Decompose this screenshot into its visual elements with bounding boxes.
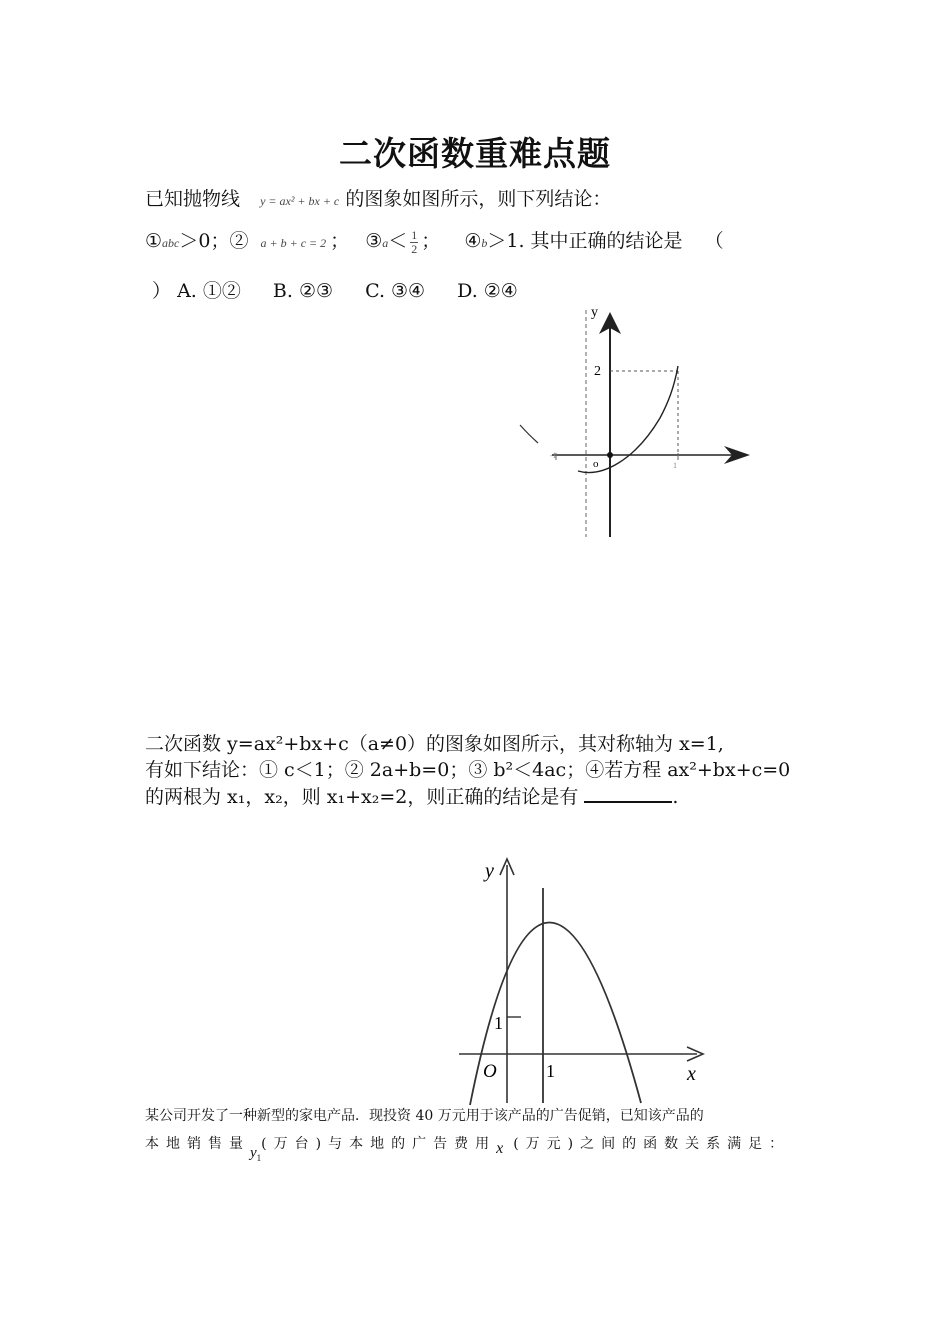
q3-line-2 bbox=[145, 1133, 791, 1163]
q2-line-2: 有如下结论：① c＜1；② 2a+b=0；③ b²＜4ac；④若方程 ax²+bx+c=0 bbox=[145, 759, 791, 781]
q2-origin-label: O bbox=[483, 1061, 497, 1082]
q1-intro-after: 的图象如图所示，则下列结论： bbox=[345, 188, 612, 210]
q2-line-3-text: 的两根为 x₁，x₂，则 x₁+x₂=2，则正确的结论是有 bbox=[145, 786, 585, 808]
q1-c2-expr: a + b + c = 2 bbox=[260, 236, 327, 250]
q1-paren-close: ） bbox=[152, 280, 172, 302]
q1-option-b: B. ②③ bbox=[272, 280, 334, 302]
q3-line-1: 某公司开发了一种新型的家电产品．现投资 40 万元用于该产品的广告促销，已知该产品的 bbox=[145, 1108, 704, 1124]
q1-c3-mark: ③ bbox=[365, 230, 383, 252]
q3-var-x: x bbox=[496, 1140, 504, 1157]
q1-c1-expr: abc bbox=[162, 236, 180, 250]
q2-line-1: 二次函数 y=ax²+bx+c（a≠0）的图象如图所示，其对称轴为 x=1, bbox=[145, 733, 724, 755]
page-title: 二次函数重难点题 bbox=[339, 134, 611, 173]
q2-answer-blank bbox=[584, 783, 672, 803]
q3-var-y: $y_1$ bbox=[250, 1145, 262, 1163]
q1-c3-fraction: $\frac{1}{2}$ bbox=[411, 227, 418, 256]
q2-line-3 bbox=[145, 783, 790, 810]
q2-x-label: x bbox=[687, 1063, 696, 1085]
q1-equation: y = ax² + bx + c bbox=[260, 194, 340, 208]
q3-line-2-b: (万台)与本地的广告费用 bbox=[261, 1136, 497, 1152]
q1-conclusions bbox=[145, 226, 724, 256]
q1-c3-var: a bbox=[382, 236, 389, 250]
q2-line-3-end: . bbox=[672, 786, 679, 808]
q1-c2-sep: ； bbox=[330, 230, 350, 252]
q1-intro-before: 已知抛物线 bbox=[145, 188, 241, 210]
q1-option-d: D. ②④ bbox=[457, 280, 518, 302]
q2-parabola-graph bbox=[455, 853, 715, 1109]
q1-c1-mark: ① bbox=[145, 230, 163, 252]
q1-parabola-curve bbox=[578, 366, 678, 472]
q1-c4-mark: ④ bbox=[464, 230, 482, 252]
q1-options bbox=[152, 276, 518, 303]
q1-paren-open: （ bbox=[704, 230, 724, 252]
q1-x-left-label: -1 bbox=[550, 451, 557, 460]
q3-line-2-c: (万元)之间的函数关系满足： bbox=[513, 1136, 791, 1152]
q1-option-c: C. ③④ bbox=[365, 280, 426, 302]
q1-c1-rel: ＞0；② bbox=[179, 230, 249, 252]
q2-tick-y-label: 1 bbox=[494, 1013, 503, 1033]
q1-option-a: A. ①② bbox=[177, 280, 241, 302]
q2-text bbox=[145, 731, 790, 810]
q2-y-label: y bbox=[485, 860, 494, 882]
q1-c4-rel: ＞1. 其中正确的结论是 bbox=[487, 230, 683, 252]
q1-y-label: y bbox=[591, 305, 598, 320]
q1-intro bbox=[145, 184, 611, 211]
q3-line-2-a: 本地销售量 bbox=[145, 1136, 250, 1152]
q1-x-right-label: 1 bbox=[673, 461, 677, 470]
q1-c3-rel: ＜ bbox=[388, 230, 408, 252]
q1-tick-2: 2 bbox=[594, 364, 601, 379]
q2-tick-x-label: 1 bbox=[546, 1061, 555, 1081]
q1-origin-label: o bbox=[593, 458, 599, 470]
q1-parabola-left-fragment bbox=[520, 425, 538, 443]
q1-c3-sep: ； bbox=[421, 230, 441, 252]
q1-origin-point bbox=[607, 452, 613, 458]
q1-c4-var: b bbox=[481, 236, 488, 250]
q1-parabola-graph bbox=[510, 300, 770, 545]
